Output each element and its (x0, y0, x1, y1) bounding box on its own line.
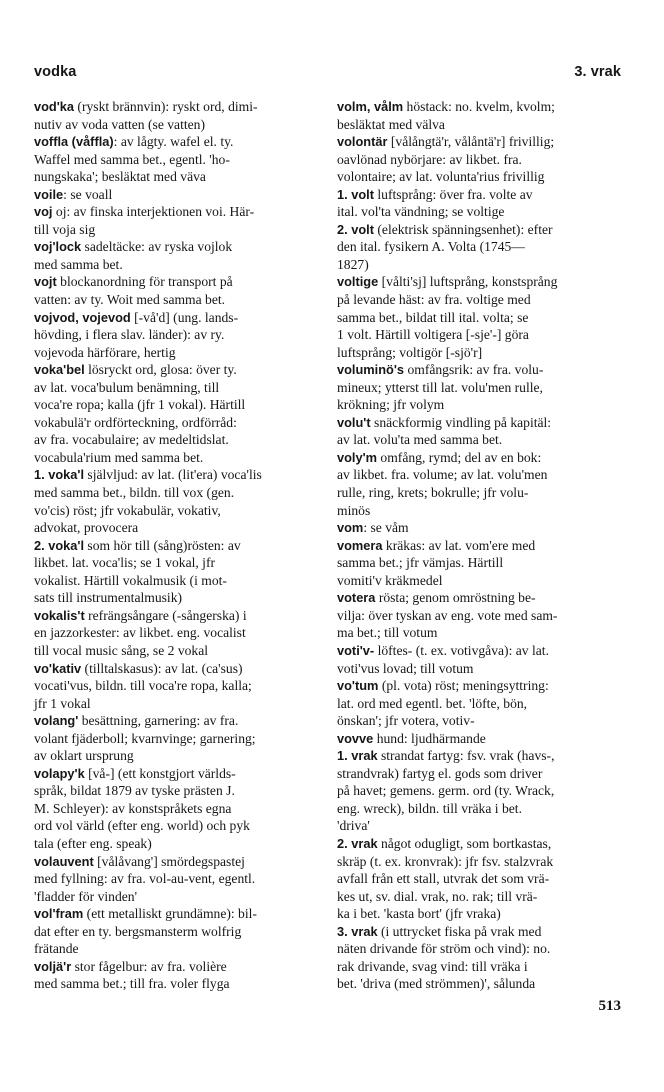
left-column (34, 98, 316, 993)
entry-text-line: krökning; jfr volym (337, 397, 445, 413)
dictionary-entry (34, 98, 316, 133)
entry-text-line: voti'vus lovad; till votum (337, 660, 474, 676)
entry-text-line: snäckformig vindling på kapitäl: (370, 414, 552, 430)
entry-text-line: voca're ropa; kalla (jfr 1 vokal). Härtill (34, 397, 246, 413)
entry-text-line: samma bet.; jfr vämjas. Härtill (337, 555, 504, 571)
dictionary-entry (337, 519, 623, 537)
entry-text-line: vilja: över tyskan av eng. vote med sam- (337, 607, 558, 623)
entry-text-line: ord vol värld (efter eng. world) och pyk (34, 818, 250, 834)
entry-headword: vol'fram (34, 906, 84, 922)
entry-text-line: vojevoda härförare, hertig (34, 344, 176, 360)
dictionary-entry (34, 203, 316, 238)
dictionary-entry (337, 221, 623, 274)
dictionary-entry (34, 238, 316, 273)
entry-text-line: : se våm (363, 520, 409, 536)
entry-text-line: [vålångtä'r, vålåntä'r] frivillig; (387, 134, 555, 150)
entry-headword: voluminö's (337, 362, 405, 378)
entry-headword: voj (34, 204, 53, 220)
entry-text-line: vokabulä'r ordförteckning, ordförråd: (34, 414, 237, 430)
dictionary-entry (34, 765, 316, 853)
dictionary-entry (34, 186, 316, 204)
entry-text-line: strandat fartyg: fsv. vrak (havs-, (377, 748, 555, 764)
dictionary-entry (337, 537, 623, 590)
entry-text-line: nutiv av voda vatten (se vatten) (34, 116, 205, 132)
entry-headword: vo'tum (337, 678, 379, 694)
entry-text-line: (ett metalliskt grundämne): bil- (83, 906, 257, 922)
entry-text-line: oavlönad nybörjare: av likbet. fra. (337, 151, 522, 167)
entry-text-line: oj: av finska interjektionen voi. Här- (52, 204, 255, 220)
entry-text-line: den ital. fysikern A. Volta (1745— (337, 239, 525, 255)
dictionary-entry (337, 747, 623, 835)
entry-text-line: vocati'vus, bildn. till voca're ropa, kalla; (34, 678, 252, 694)
entry-text-line: ma bet.; till votum (337, 625, 438, 641)
entry-text-line: 1 volt. Härtill voltigera [-sje'-] göra (337, 327, 529, 343)
dictionary-entry (337, 273, 623, 361)
dictionary-entry (337, 923, 623, 993)
dictionary-entry (337, 449, 623, 519)
entry-text-line: självljud: av lat. (lit'era) voca'lis (84, 467, 262, 483)
entry-text-line: vocabula'rium med samma bet. (34, 449, 204, 465)
entry-text-line: [vålåvang'] smördegspastej (93, 853, 245, 869)
entry-headword: voffla (våffla) (34, 134, 114, 150)
entry-headword: vomera (337, 537, 383, 553)
entry-text-line: besläktat med välva (337, 116, 445, 132)
dictionary-entry (34, 309, 316, 362)
entry-headword: voltige (337, 274, 379, 290)
dictionary-entry (34, 712, 316, 765)
entry-headword: volauvent (34, 853, 94, 869)
entry-text-line: (elektrisk spänningsenhet): efter (373, 221, 553, 237)
dictionary-entry (337, 642, 623, 677)
entry-text-line: rösta; genom omröstning be- (375, 590, 536, 606)
entry-text-line: advokat, provocera (34, 520, 139, 536)
dictionary-entry (34, 273, 316, 308)
running-head-left: vodka (34, 64, 77, 80)
entry-headword: 2. voka'l (34, 537, 84, 553)
entry-headword: voljä'r (34, 958, 72, 974)
entry-text-line: 1827) (337, 256, 369, 272)
entry-text-line: likbet. lat. voca'lis; se 1 vokal, jfr (34, 555, 216, 571)
entry-text-line: av lat. voca'bulum benämning, till (34, 379, 220, 395)
dictionary-entry (34, 133, 316, 186)
entry-text-line: besättning, garnering: av fra. (78, 713, 239, 729)
entry-text-line: sats till instrumentalmusik) (34, 590, 183, 606)
entry-headword: vokalis't (34, 607, 85, 623)
entry-text-line: (i uttrycket fiska på vrak med (377, 923, 542, 939)
dictionary-entry (34, 958, 316, 993)
entry-headword: volontär (337, 134, 388, 150)
entry-text-line: ital. vol'ta vändning; se voltige (337, 204, 505, 220)
entry-text-line: tala (efter eng. speak) (34, 835, 152, 851)
entry-headword: votera (337, 590, 376, 606)
dictionary-entry (337, 186, 623, 221)
entry-text-line: hövding, i flera slav. länder): av ry. (34, 327, 225, 343)
entry-text-line: på levande häst: av fra. voltige med (337, 292, 531, 308)
entry-headword: volapy'k (34, 765, 85, 781)
entry-text-line: omfångsrik: av fra. volu- (404, 362, 544, 378)
entry-text-line: blockanordning för transport på (56, 274, 233, 290)
dictionary-entry (337, 361, 623, 414)
entry-headword: volang' (34, 713, 79, 729)
entry-text-line: lat. ord med egentl. bet. 'löfte, bön, (337, 695, 528, 711)
dictionary-entry (34, 466, 316, 536)
entry-headword: vod'ka (34, 99, 75, 114)
entry-headword: 2. vrak (337, 835, 378, 851)
entry-text-line: höstack: no. kvelm, kvolm; (403, 99, 555, 114)
entry-text-line: (tilltalskasus): av lat. (ca'sus) (81, 660, 243, 676)
entry-text-line: kräkas: av lat. vom'ere med (382, 537, 536, 553)
entry-text-line: rulle, ring, krets; bokrulle; jfr volu- (337, 485, 529, 501)
entry-text-line: strandvrak) fartyg el. gods som driver (337, 765, 543, 781)
entry-text-line: något odugligt, som bortkastas, (377, 835, 552, 851)
dictionary-entry (337, 730, 623, 748)
dictionary-entry (337, 133, 623, 186)
entry-text-line: mineux; ytterst till lat. volu'men rulle, (337, 379, 543, 395)
dictionary-entry (34, 537, 316, 607)
entry-text-line: avfall från ett stall, utvrak det som vrä- (337, 871, 550, 887)
entry-headword: vojvod, vojevod (34, 309, 131, 325)
entry-text-line: med samma bet.; till fra. voler flyga (34, 976, 230, 992)
entry-text-line: med fyllning: av fra. vol-au-vent, egentl. (34, 871, 256, 887)
entry-text-line: jfr 1 vokal (34, 695, 91, 711)
entry-text-line: av likbet. fra. volume; av lat. volu'men (337, 467, 548, 483)
running-head-right: 3. vrak (574, 64, 621, 80)
entry-headword: volu't (337, 414, 371, 430)
entry-headword: 2. volt (337, 221, 374, 237)
entry-text-line: med samma bet., bildn. till vox (gen. (34, 485, 235, 501)
entry-text-line: med samma bet. (34, 256, 123, 272)
entry-text-line: skräp (t. ex. kronvrak): jfr fsv. stalzvrak (337, 853, 554, 869)
entry-text-line: volontaire; av lat. volunta'rius frivillig (337, 169, 545, 185)
entry-text-line: av oklart ursprung (34, 748, 134, 764)
entry-text-line: sadeltäcke: av ryska vojlok (81, 239, 233, 255)
entry-headword: vojt (34, 274, 57, 290)
entry-headword: voj'lock (34, 239, 82, 255)
entry-headword: voka'bel (34, 362, 85, 378)
entry-text-line: en jazzorkester: av likbet. eng. vocalist (34, 625, 246, 641)
entry-text-line: : se voall (63, 186, 113, 202)
entry-text-line: bet. 'driva (med strömmen)', sålunda (337, 976, 536, 992)
entry-text-line: som hör till (sång)rösten: av (84, 537, 241, 553)
entry-headword: vo'kativ (34, 660, 82, 676)
dictionary-entry (34, 905, 316, 958)
dictionary-entry (337, 414, 623, 449)
entry-text-line: av lat. volu'ta med samma bet. (337, 432, 503, 448)
entry-text-line: eng. wreck), bildn. till vräka i bet. (337, 800, 522, 816)
entry-text-line: dat efter en ty. bergsmansterm wolfrig (34, 923, 242, 939)
entry-text-line: till vocal music sång, se 2 vokal (34, 642, 209, 658)
entry-text-line: minös (337, 502, 371, 518)
dictionary-entry (34, 361, 316, 466)
entry-text-line: kes ut, sv. dial. vrak, no. rak; till vrä- (337, 888, 538, 904)
entry-headword: 1. voka'l (34, 467, 84, 483)
entry-text-line: omfång, rymd; del av en bok: (377, 449, 542, 465)
entry-text-line: löftes- (t. ex. votivgåva): av lat. (374, 642, 549, 658)
entry-text-line: vomiti'v kräkmedel (337, 572, 443, 588)
entry-text-line: samma bet., bildat till ital. volta; se (337, 309, 529, 325)
dictionary-entry (337, 835, 623, 923)
entry-headword: vom (337, 520, 364, 536)
entry-text-line: luftsprång: över fra. volte av (373, 186, 533, 202)
entry-text-line: (pl. vota) röst; meningsyttring: (378, 678, 549, 694)
entry-text-line: rak drivande, svag vind: till vräka i (337, 958, 528, 974)
entry-text-line: [vå-] (ett konstgjort världs- (84, 765, 236, 781)
entry-headword: voti'v- (337, 642, 375, 658)
entry-text-line: till voja sig (34, 221, 96, 237)
entry-text-line: volant fjäderboll; kvarnvinge; garnering; (34, 730, 256, 746)
entry-text-line: Waffel med samma bet., egentl. 'ho- (34, 151, 230, 167)
entry-text-line: önskan'; jfr votera, votiv- (337, 713, 475, 729)
entry-text-line: vokalist. Härtill vokalmusik (i mot- (34, 572, 227, 588)
entry-text-line: stor fågelbur: av fra. volière (71, 958, 227, 974)
dictionary-entry (34, 660, 316, 713)
entry-text-line: [vålti'sj] luftsprång, konstsprång (378, 274, 558, 290)
entry-text-line: på havet; gemens. germ. ord (ty. Wrack, (337, 783, 555, 799)
dictionary-entry (337, 677, 623, 730)
entry-text-line: språk, bildat 1879 av tyske prästen J. (34, 783, 235, 799)
entry-text-line: [-vå'd] (ung. lands- (130, 309, 239, 325)
entry-text-line: 'driva' (337, 818, 370, 834)
entry-text-line: : av lågty. wafel el. ty. (113, 134, 234, 150)
dictionary-entry (337, 589, 623, 642)
entry-text-line: frätande (34, 941, 79, 957)
entry-text-line: vatten: av ty. Woit med samma bet. (34, 292, 226, 308)
entry-text-line: av fra. vocabulaire; av medeltidslat. (34, 432, 229, 448)
entry-headword: 1. vrak (337, 748, 378, 764)
entry-text-line: nungskaka'; besläktat med väva (34, 169, 206, 185)
entry-headword: voly'm (337, 449, 378, 465)
dictionary-entry (34, 607, 316, 660)
entry-headword: volm, vålm (337, 99, 404, 114)
dictionary-entry (34, 853, 316, 906)
entry-text-line: (ryskt brännvin): ryskt ord, dimi- (74, 99, 258, 114)
entry-text-line: vo'cis) röst; jfr vokabulär, vokativ, (34, 502, 221, 518)
entry-text-line: näten drivande för ström och vind): no. (337, 941, 551, 957)
entry-text-line: M. Schleyer): av konstspråkets egna (34, 800, 232, 816)
entry-text-line: lösryckt ord, glosa: över ty. (84, 362, 237, 378)
right-column (337, 98, 623, 993)
dictionary-entry (337, 98, 623, 133)
page-number: 513 (598, 998, 621, 1014)
entry-headword: vovve (337, 730, 374, 746)
entry-text-line: ka i bet. 'kasta bort' (jfr vraka) (337, 906, 501, 922)
entry-headword: 1. volt (337, 186, 374, 202)
entry-text-line: luftsprång; voltigör [-sjö'r] (337, 344, 483, 360)
entry-headword: 3. vrak (337, 923, 378, 939)
entry-text-line: refrängsångare (-sångerska) i (84, 607, 247, 623)
entry-headword: voile (34, 186, 64, 202)
entry-text-line: hund: ljudhärmande (373, 730, 486, 746)
entry-text-line: 'fladder för vinden' (34, 888, 138, 904)
